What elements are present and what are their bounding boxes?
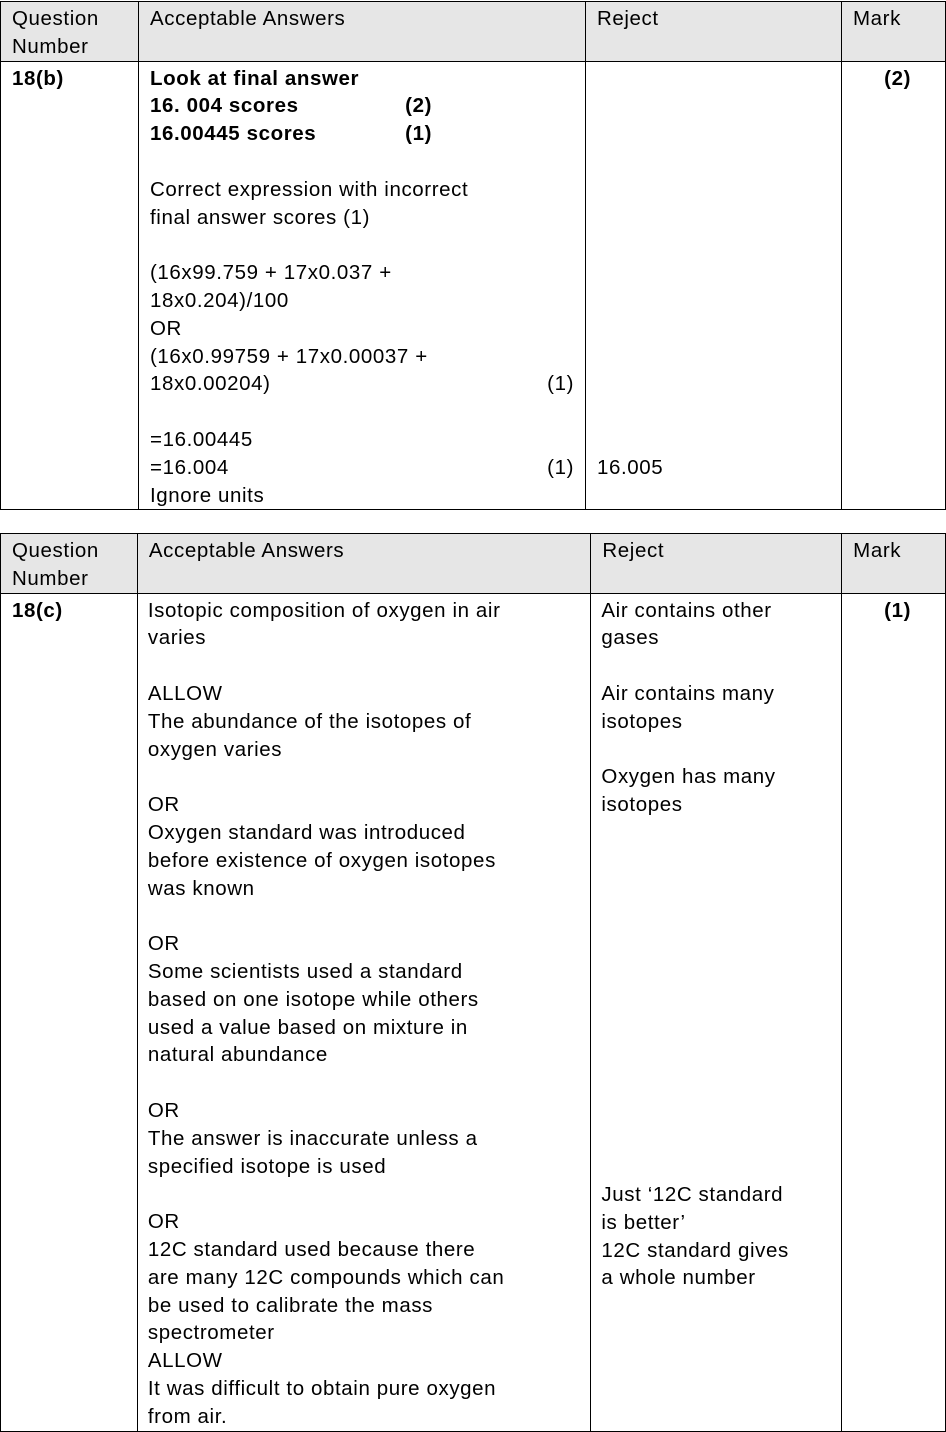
answer-line: The answer is inaccurate unless a	[147, 1126, 478, 1150]
answer-line: be used to calibrate the mass	[147, 1293, 434, 1317]
question-number-header: Question Number	[1, 2, 139, 62]
ignore-units-note: Ignore units	[150, 483, 265, 507]
reject-line: isotopes	[601, 709, 683, 733]
or-label: OR	[147, 793, 180, 817]
reject-line: a whole number	[601, 1266, 756, 1290]
reject-line: 12C standard gives	[601, 1238, 789, 1262]
reject-line: Air contains other	[601, 598, 772, 622]
score-line: 16.00445 scores (1)	[150, 122, 432, 146]
answer-line: Some scientists used a standard	[147, 959, 463, 983]
answer-row	[1, 593, 946, 1431]
answer-line: are many 12C compounds which can	[147, 1265, 505, 1289]
reject-header: Reject	[586, 2, 842, 62]
question-number-header: Question Number	[1, 534, 138, 594]
reject-value: 16.005	[597, 455, 664, 479]
mark-scheme-table-18c	[0, 533, 946, 1432]
expression-line: (16x99.759 + 17x0.037 +	[150, 261, 392, 285]
answer-line: based on one isotope while others	[147, 987, 479, 1011]
or-label: OR	[150, 316, 182, 340]
note-line: Correct expression with incorrect	[150, 177, 469, 201]
reject-line: Oxygen has many	[601, 765, 776, 789]
answer-line: 12C standard used because there	[147, 1237, 476, 1261]
mark-value: (2)	[842, 61, 946, 510]
bold-instruction: Look at final answer	[150, 66, 360, 90]
allow-label: ALLOW	[147, 1349, 223, 1373]
or-label: OR	[147, 1098, 180, 1122]
or-label: OR	[147, 1210, 180, 1234]
score-line: 16. 004 scores (2)	[150, 94, 432, 118]
acceptable-answers-cell	[137, 593, 591, 1431]
note-line: final answer scores (1)	[150, 205, 371, 229]
expression-line: 18x0.204)/100	[150, 288, 289, 312]
mark-header: Mark	[842, 2, 946, 62]
answer-line: from air.	[147, 1404, 228, 1428]
reject-line: gases	[601, 626, 660, 650]
answer-line: The abundance of the isotopes of	[147, 709, 472, 733]
answer-line: specified isotope is used	[147, 1154, 387, 1178]
acceptable-answers-cell	[139, 61, 586, 510]
answer-line: before existence of oxygen isotopes	[147, 848, 496, 872]
answer-line: Oxygen standard was introduced	[147, 820, 466, 844]
or-label: OR	[147, 932, 180, 956]
reject-cell	[591, 593, 842, 1431]
answer-line: It was difficult to obtain pure oxygen	[147, 1376, 497, 1400]
allow-label: ALLOW	[147, 681, 223, 705]
reject-header: Reject	[591, 534, 842, 594]
question-number: 18(c)	[1, 593, 138, 1431]
reject-line: Air contains many	[601, 681, 775, 705]
header-row	[1, 534, 946, 594]
expression-line: (16x0.99759 + 17x0.00037 +	[150, 344, 428, 368]
acceptable-answers-header: Acceptable Answers	[137, 534, 591, 594]
mark-scheme-table-18b	[0, 1, 946, 510]
acceptable-answers-header: Acceptable Answers	[139, 2, 586, 62]
answer-line: spectrometer	[147, 1321, 275, 1345]
question-number: 18(b)	[1, 61, 139, 510]
reject-line: is better’	[601, 1210, 686, 1234]
reject-line: Just ‘12C standard	[601, 1182, 784, 1206]
reject-line: isotopes	[601, 793, 683, 817]
answer-line: natural abundance	[147, 1043, 328, 1067]
result-line-with-mark: =16.004 (1)	[150, 455, 574, 479]
mark-header: Mark	[842, 534, 946, 594]
answer-line: varies	[147, 626, 207, 650]
expression-line-with-mark: 18x0.00204) (1)	[150, 372, 574, 396]
answer-line: Isotopic composition of oxygen in air	[147, 598, 501, 622]
header-row	[1, 2, 946, 62]
reject-cell	[586, 61, 842, 510]
answer-line: oxygen varies	[147, 737, 283, 761]
result-line: =16.00445	[150, 427, 253, 451]
mark-value: (1)	[842, 593, 946, 1431]
answer-line: was known	[147, 876, 255, 900]
answer-line: used a value based on mixture in	[147, 1015, 468, 1039]
answer-row	[1, 61, 946, 510]
